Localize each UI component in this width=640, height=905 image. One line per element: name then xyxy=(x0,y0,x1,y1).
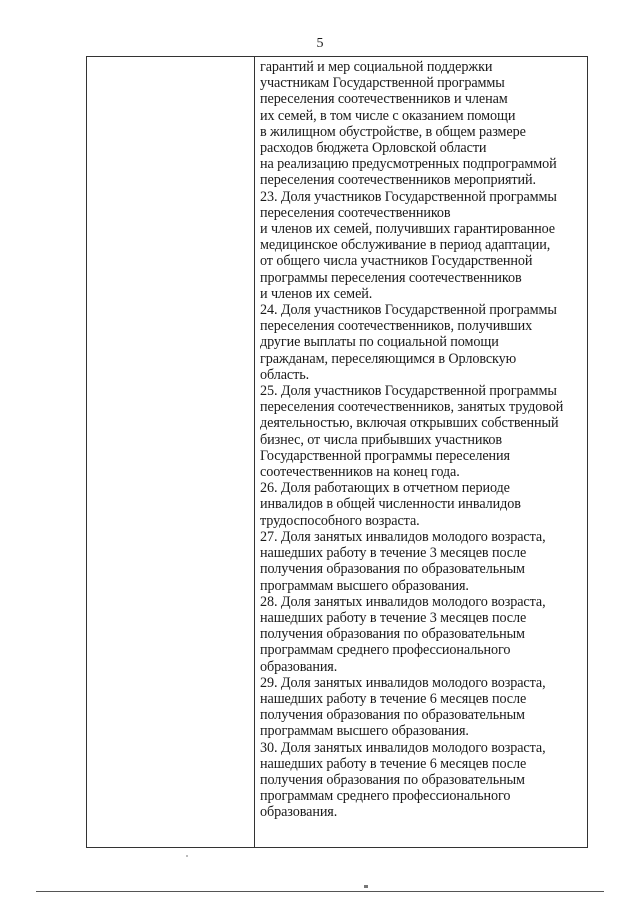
indicator-text-line: 28. Доля занятых инвалидов молодого возраста, xyxy=(260,593,546,610)
indicator-text-line: переселения соотечественников, занятых трудовой xyxy=(260,399,564,416)
indicator-text-line: и членов их семей, получивших гарантированное xyxy=(260,221,555,238)
indicator-text-line: гражданам, переселяющимся в Орловскую xyxy=(260,350,517,367)
indicator-text-line: программы переселения соотечественников xyxy=(260,269,522,286)
indicator-text-line: 30. Доля занятых инвалидов молодого возраста, xyxy=(260,739,546,756)
indicator-text-line: переселения соотечественников мероприятий. xyxy=(260,172,536,189)
indicator-text-line: программам высшего образования. xyxy=(260,577,469,594)
indicator-text-line: инвалидов в общей численности инвалидов xyxy=(260,496,521,513)
indicator-text-line: образования. xyxy=(260,658,338,675)
indicator-text-line: нашедших работу в течение 6 месяцев после xyxy=(260,690,527,707)
indicator-text-line: переселения соотечественников xyxy=(260,204,451,221)
table-left-cell xyxy=(87,57,255,847)
indicator-text-line: нашедших работу в течение 3 месяцев после xyxy=(260,609,527,626)
indicator-text-line: 23. Доля участников Государственной программы xyxy=(260,188,557,205)
indicator-text-line: область. xyxy=(260,366,310,383)
indicator-text-line: расходов бюджета Орловской области xyxy=(260,140,487,157)
table-right-cell xyxy=(260,59,586,821)
indicator-text-line: переселения соотечественников, получивших xyxy=(260,318,533,335)
indicator-text-line: на реализацию предусмотренных подпрограммой xyxy=(260,156,557,173)
indicator-text-line: 24. Доля участников Государственной программы xyxy=(260,302,557,319)
indicator-text-line: другие выплаты по социальной помощи xyxy=(260,334,499,351)
indicator-text-line: переселения соотечественников и членам xyxy=(260,91,508,108)
indicator-text-line: Государственной программы переселения xyxy=(260,447,510,464)
indicator-text-line: соотечественников на конец года. xyxy=(260,464,460,481)
indicator-text-line: нашедших работу в течение 3 месяцев после xyxy=(260,545,527,562)
indicator-text-line: в жилищном обустройстве, в общем размере xyxy=(260,123,526,140)
footer-mark xyxy=(364,885,368,888)
indicator-text-line: получения образования по образовательным xyxy=(260,561,525,578)
indicator-text-line: их семей, в том числе с оказанием помощи xyxy=(260,107,516,124)
indicator-text-line: образования. xyxy=(260,804,338,821)
indicator-text-line: деятельностью, включая открывших собственный xyxy=(260,415,559,432)
indicator-text-line: гарантий и мер социальной поддержки xyxy=(260,59,493,75)
indicator-text-line: трудоспособного возраста. xyxy=(260,512,420,529)
indicator-text-line: медицинское обслуживание в период адаптации, xyxy=(260,237,551,254)
indicator-text-line: 25. Доля участников Государственной программы xyxy=(260,383,557,400)
indicator-text-line: получения образования по образовательным xyxy=(260,626,525,643)
indicator-table xyxy=(86,56,588,848)
indicator-text-line: программам среднего профессионального xyxy=(260,788,511,805)
page-number: 5 xyxy=(316,36,324,51)
indicator-text-line: нашедших работу в течение 6 месяцев после xyxy=(260,755,527,772)
indicator-text-line: программам среднего профессионального xyxy=(260,642,511,659)
indicator-text-line: бизнес, от числа прибывших участников xyxy=(260,431,503,448)
footer-rule xyxy=(36,891,604,892)
indicator-text-line: получения образования по образовательным xyxy=(260,707,525,724)
indicator-text-line: получения образования по образовательным xyxy=(260,771,525,788)
scan-speck xyxy=(186,855,188,857)
indicator-text-line: 27. Доля занятых инвалидов молодого возраста, xyxy=(260,528,546,545)
indicator-text-line: от общего числа участников Государственной xyxy=(260,253,533,270)
indicator-text-line: программам высшего образования. xyxy=(260,723,469,740)
indicator-text-line: и членов их семей. xyxy=(260,285,373,302)
indicator-text-line: участникам Государственной программы xyxy=(260,75,505,92)
indicator-text-line: 29. Доля занятых инвалидов молодого возраста, xyxy=(260,674,546,691)
indicator-text-line: 26. Доля работающих в отчетном периоде xyxy=(260,480,510,497)
